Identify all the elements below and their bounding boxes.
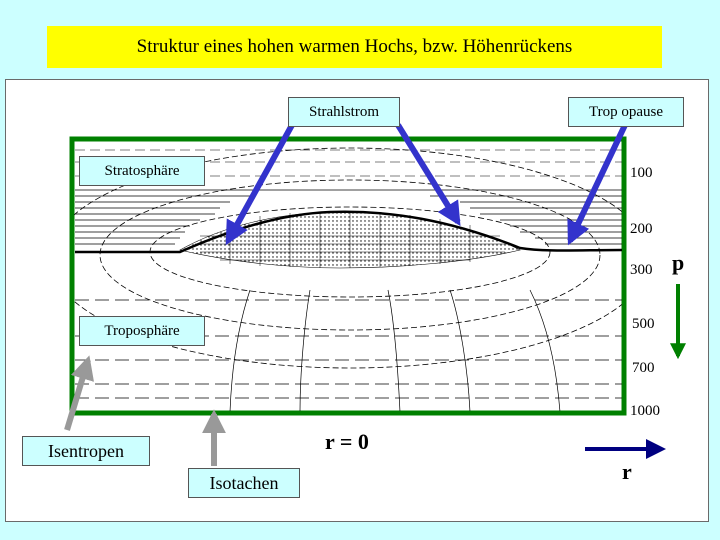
pressure-level-1000: 1000 [630, 403, 660, 419]
tropopause-label: Trop opause [568, 97, 684, 127]
pressure-level-100: 100 [630, 165, 653, 181]
r-axis-label: r [622, 459, 632, 484]
slide-title: Struktur eines hohen warmen Hochs, bzw. Höhenrückens [47, 26, 662, 68]
pressure-level-500: 500 [632, 316, 655, 332]
troposphere-label: Troposphäre [79, 316, 205, 346]
pressure-level-200: 200 [630, 221, 653, 237]
strahlstrom-label: Strahlstrom [288, 97, 400, 127]
p-axis-label: p [672, 250, 685, 275]
isotachen-label: Isotachen [188, 468, 300, 498]
stratosphere-label: Stratosphäre [79, 156, 205, 186]
pressure-level-700: 700 [632, 360, 655, 376]
pressure-level-300: 300 [630, 262, 653, 278]
isentropen-label: Isentropen [22, 436, 150, 466]
r-zero-label: r = 0 [325, 429, 369, 454]
